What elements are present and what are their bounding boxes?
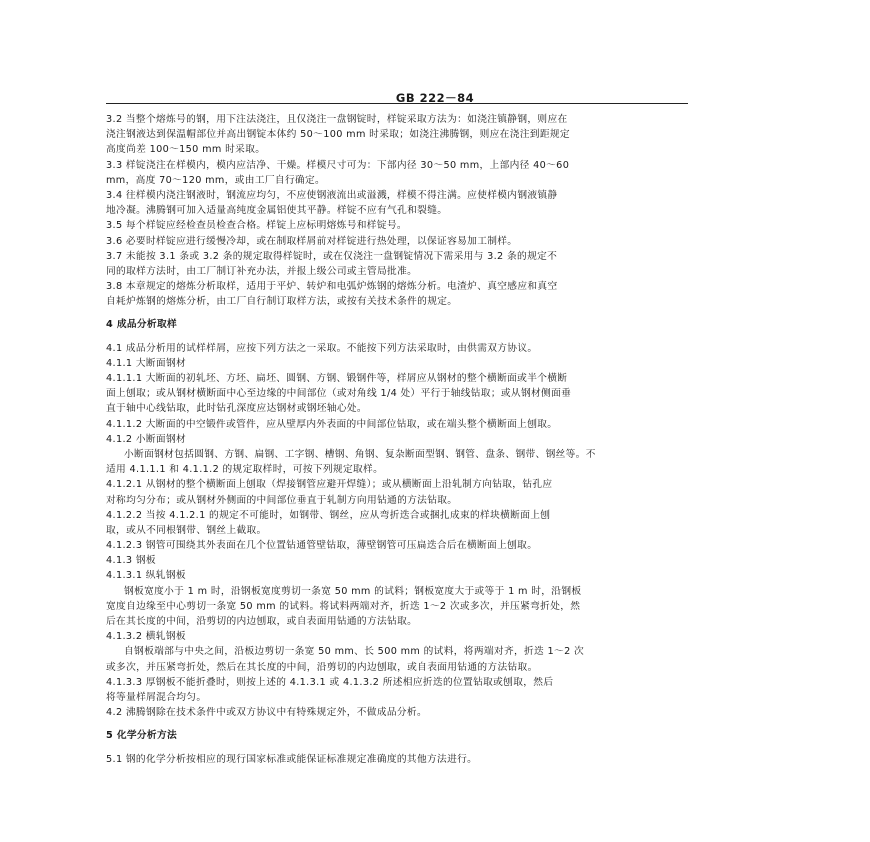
text-line: 对称均匀分布；或从钢材外侧面的中间部位垂直于轧制方向用钻通的方法钻取。 xyxy=(106,494,458,506)
text-line: 同的取样方法时，由工厂制订补充办法，并报上级公司或主管局批准。 xyxy=(106,265,418,277)
text-line: mm，高度 70～120 mm，或由工厂自行确定。 xyxy=(106,174,326,186)
clause-4-1-3-1 xyxy=(106,584,688,630)
text-line: 自耗炉炼钢的熔炼分析，由工厂自行制订取样方法，或按有关技术条件的规定。 xyxy=(106,296,458,308)
text-line: 4.1 成品分析用的试样样屑，应按下列方法之一采取。不能按下列方法采取时，由供需双方协议。 xyxy=(106,342,538,354)
clause-3-6 xyxy=(106,234,688,249)
subheading-4-1-3: 4.1.3 钢板 xyxy=(106,555,156,567)
text-line: 宽度自边缘至中心剪切一条宽 50 mm 的试料。将试料两端对齐，折迭 1～2 次或多次，并压紧弯折处，然 xyxy=(106,600,581,612)
header-rule xyxy=(106,103,688,104)
text-line: 或多次，并压紧弯折处，然后在其长度的中间，沿剪切的内边刨取，或自表面用钻通的方法钻取。 xyxy=(106,661,538,673)
clause-4-1-2-2 xyxy=(106,508,688,538)
subheading-4-1-3-1: 4.1.3.1 纵轧钢板 xyxy=(106,570,186,582)
text-line: 4.1.1.1 大断面的初轧坯、方坯、扁坯、圆钢、方钢、锻钢件等，样屑应从钢材的整个横断面或半个横断 xyxy=(106,373,568,384)
text-line: 浇注钢液达到保温帽部位并高出钢锭本体约 50～100 mm 时采取；如浇注沸腾钢，则应在浇注到距规定 xyxy=(106,129,570,141)
clause-3-3 xyxy=(106,158,688,188)
text-line: 3.8 本章规定的熔炼分析取样，适用于平炉、转炉和电弧炉炼钢的熔炼分析。电渣炉、真空感应和真空 xyxy=(106,281,558,293)
clause-4-1-2-1 xyxy=(106,477,688,507)
clause-3-5 xyxy=(106,218,688,233)
text-line: 4.1.2.3 钢管可围绕其外表面在几个位置钻通管壁钻取，薄壁钢管可压扁迭合后在横断面上刨取。 xyxy=(106,540,538,552)
text-line: 取，或从不同根钢带、钢丝上截取。 xyxy=(106,524,267,536)
text-line: 4.1.2.1 从钢材的整个横断面上刨取（焊接钢管应避开焊缝）；或从横断面上沿轧制方向钻取，钻孔应 xyxy=(106,479,553,491)
text-line: 自钢板端部与中央之间，沿板边剪切一条宽 50 mm、长 500 mm 的试料，将两端对齐，折迭 1～2 次 xyxy=(124,646,585,658)
text-line: 将等量样屑混合均匀。 xyxy=(106,691,207,703)
clause-4-1-3-3 xyxy=(106,675,688,705)
clause-3-7 xyxy=(106,249,688,279)
subheading-4-1-2: 4.1.2 小断面钢材 xyxy=(106,433,187,445)
text-line: 地冷凝。沸腾钢可加入适量高纯度金属铝使其平静。样锭不应有气孔和裂缝。 xyxy=(106,205,448,217)
clause-4-1-1-2 xyxy=(106,417,688,432)
standard-number-header: GB 222－84 xyxy=(395,91,475,105)
text-line: 直于轴中心线钻取，此时钻孔深度应达钢材或钢坯轴心处。 xyxy=(106,403,367,415)
text-line: 钢板宽度小于 1 m 时，沿钢板宽度剪切一条宽 50 mm 的试料；钢板宽度大于或等于 1 m 时，沿钢板 xyxy=(124,585,582,597)
clause-4-1-3-2 xyxy=(106,644,688,674)
text-line: 适用 4.1.1.1 和 4.1.1.2 的规定取样时，可按下列规定取样。 xyxy=(106,464,384,476)
text-line: 3.7 未能按 3.1 条或 3.2 条的规定取得样锭时，或在仅浇注一盘钢锭情况下需采用与 3.2 条的规定不 xyxy=(106,250,558,262)
text-line: 3.2 当整个熔炼号的钢，用下注法浇注，且仅浇注一盘钢锭时，样锭采取方法为：如浇注镇静钢，则应在 xyxy=(106,114,568,125)
text-line: 4.2 沸腾钢除在技术条件中或双方协议中有特殊规定外，不做成品分析。 xyxy=(106,707,428,719)
text-line: 3.5 每个样锭应经检查员检查合格。样锭上应标明熔炼号和样锭号。 xyxy=(106,220,407,232)
text-line: 3.3 样锭浇注在样模内，模内应洁净、干燥。样模尺寸可为：下部内径 30～50 mm，上部内径 40～60 xyxy=(106,159,570,171)
text-line: 4.1.2.2 当按 4.1.2.1 的规定不可能时，如钢带、钢丝，应从弯折迭合或捆扎成束的样块横断面上刨 xyxy=(106,509,551,521)
clause-4-1-2-intro xyxy=(106,447,688,477)
clause-3-2 xyxy=(106,112,688,158)
clause-4-2 xyxy=(106,705,688,720)
subheading-4-1-1: 4.1.1 大断面钢材 xyxy=(106,357,187,369)
text-line: 4.1.1.2 大断面的中空锻件或管件，应从壁厚内外表面的中间部位钻取，或在端头整个横断面上刨取。 xyxy=(106,418,558,430)
text-line: 后在其长度的中间，沿剪切的内边刨取，或自表面用钻通的方法钻取。 xyxy=(106,616,418,627)
clause-5-1 xyxy=(106,752,688,767)
clause-4-1-1-1 xyxy=(106,371,688,417)
clause-3-8 xyxy=(106,279,688,309)
text-line: 小断面钢材包括圆钢、方钢、扁钢、工字钢、槽钢、角钢、复杂断面型钢、钢管、盘条、钢带、钢丝等。不 xyxy=(124,448,596,460)
text-line: 3.4 往样模内浇注钢液时，钢流应均匀，不应使钢液流出或溢溅，样模不得注满。应使样模内钢液镇静 xyxy=(106,189,558,201)
clause-4-1 xyxy=(106,341,688,356)
section-heading-4: 4 成品分析取样 xyxy=(106,319,178,331)
text-line: 高度尚差 100～150 mm 时采取。 xyxy=(106,144,266,156)
text-line: 面上刨取；或从钢材横断面中心至边缘的中间部位（或对角线 1/4 处）平行于轴线钻取；或从钢材侧面垂 xyxy=(106,388,572,400)
text-line: 5.1 钢的化学分析按相应的现行国家标准或能保证标准规定准确度的其他方法进行。 xyxy=(106,753,478,765)
document-body xyxy=(106,112,688,767)
section-heading-5: 5 化学分析方法 xyxy=(106,730,178,742)
subheading-4-1-3-2: 4.1.3.2 横轧钢板 xyxy=(106,631,186,643)
clause-3-4 xyxy=(106,188,688,218)
text-line: 4.1.3.3 厚钢板不能折叠时，则按上述的 4.1.3.1 或 4.1.3.2 所述相应折迭的位置钻取或刨取，然后 xyxy=(106,676,554,688)
text-line: 3.6 必要时样锭应进行缓慢冷却，或在制取样屑前对样锭进行热处理，以保证容易加工制样。 xyxy=(106,235,518,247)
clause-4-1-2-3 xyxy=(106,538,688,553)
